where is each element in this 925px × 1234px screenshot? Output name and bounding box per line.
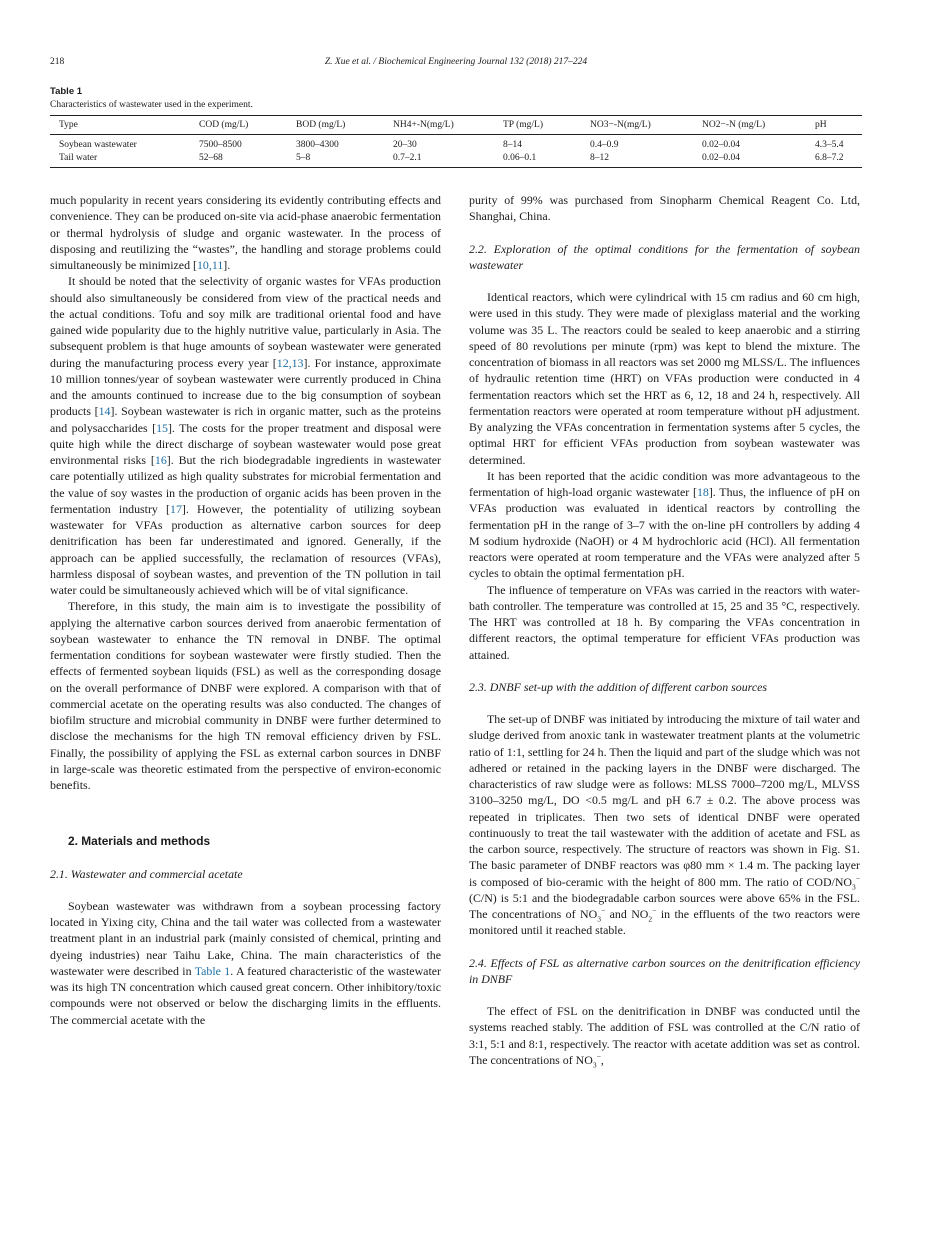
text: (C/N) is 5:1 and the biodegradable carbon sources were above 65% in the FSL. The concentrations of NO <box>469 890 860 921</box>
paragraph: Identical reactors, which were cylindrical with 15 cm radius and 60 cm high, were used in this study. They were made of plexiglass material and the working volume was 35 L. The reactors could be sealed to keep anaerobic and a stirring speed of 80 revolutions per minute (rpm) was kept to blend the mixture. The concentration of biomass in all reactors was set 2000 mg MLSS/L. The influences of hydraulic retention time (HRT) on VFAs production were conducted in 4 fermentation reactors which set the HRT as 6, 12, 18 and 24 h, respectively. All fermentation reactors were operated at room temperature without pH adjustment. By analyzing the VFAs concentration in fermentation systems after 5 cycles, the optimal HRT for efficient VFAs production from soybean wastewater was determined. <box>469 290 860 467</box>
superscript: − <box>652 906 657 916</box>
cell: 4.3–5.4 <box>815 140 844 150</box>
text: ]. But the rich biodegradable ingredients in wastewater care potentially utilized as high quality substrates for microbial fermentation and the value of soy wastes in the production of organic acids has been proven in the fermentation industry [ <box>50 453 441 516</box>
cell: 52–68 <box>199 152 296 168</box>
citation-link[interactable]: 16 <box>154 453 167 467</box>
paragraph: The influence of temperature on VFAs was carried in the reactors with water-bath controller. The temperature was controlled at 15, 25 and 35 °C, respectively. The HRT was controlled at 18 h. By comparing the VFAs concentration in different reactors, the optimal temperature for efficient VFAs production was attained. <box>469 582 860 662</box>
paragraph <box>469 711 860 939</box>
paragraph <box>469 468 860 582</box>
cell: 0.02–0.04 <box>702 140 740 150</box>
th-nh4: NH4+-N(mg/L) <box>393 116 503 135</box>
text: in the effluents of the two reactors were monitored until it reached stable. <box>469 907 860 938</box>
paragraph <box>50 273 441 598</box>
section-heading: 2. Materials and methods <box>68 834 211 849</box>
text: Soybean wastewater was withdrawn from a soybean processing factory located in Yixing city, China and the tail water was collected from a wastewater treatment plant in an industrial park (mainly consisted of chemical, printing and dyeing industries) near Taihu Lake, China. The main characteristics of the wastewater were described in <box>50 898 441 978</box>
superscript: − <box>855 873 860 883</box>
cell: 8–14 <box>503 140 522 150</box>
text: The set-up of DNBF was initiated by introducing the mixture of tail water and sludge derived from anoxic tank in wastewater treatment plants at the volumetric ratio of 1:1, settling for 24 h. Then the liquid and part of the sludge which was not adhered or retained in the packing layers in the DNBF were discharged. The characteristics of raw sludge were as follows: MLSS 7000–7200 mg/L, MLVSS 3100–3250 mg/L, DO <0.5 mg/L and pH 6.7 ± 0.2. The above process was repeated in triplicates. Then two sets of identical DNBF were operated continuously to treat the tail wastewater with the addition of acetate and FSL as the carbon source, respectively. The structure of reactors was shown in Fig. S1. The basic parameter of DNBF reactors was φ80 mm × 1.4 m. The packing layer is composed of bio-ceramic with the height of 800 mm. The ratio of COD/NO <box>469 712 860 889</box>
running-header <box>50 57 862 71</box>
th-type: Type <box>50 116 199 135</box>
citation-link[interactable]: 15 <box>156 420 168 435</box>
text: ]. <box>223 258 231 272</box>
subsection-heading: 2.4. Effects of FSL as alternative carbon sources on the denitrification efficiency in DNBF <box>469 955 860 986</box>
cell: 5–8 <box>296 152 393 168</box>
th-ph: pH <box>815 116 862 135</box>
superscript: − <box>596 1051 601 1061</box>
subscript: 2 <box>648 914 653 924</box>
text: It has been reported that the acidic condition was more advantageous to the fermentation of high-load organic wastewater [ <box>469 468 860 499</box>
superscript: − <box>600 906 606 916</box>
th-no2: NO2−-N (mg/L) <box>702 116 815 135</box>
paragraph <box>50 898 441 1028</box>
cell: 20–30 <box>393 140 417 150</box>
paragraph <box>50 192 441 273</box>
text: . A featured characteristic of the wastewater was its high TN concentration which caused great concern. Other inhibitory/toxic compounds were not observed or below the discharging limits in the effluents. The commercial acetate with the <box>50 963 441 1027</box>
cell: 0.06–0.1 <box>503 152 590 168</box>
subsection-heading: 2.3. DNBF set-up with the addition of different carbon sources <box>469 679 768 694</box>
table-header-row <box>50 116 862 135</box>
table-row <box>50 152 862 168</box>
paragraph <box>469 1003 860 1068</box>
paragraph: Therefore, in this study, the main aim is to investigate the possibility of applying the alternative carbon sources derived from anaerobic fermentation of soybean wastewater to enhance the TN removal in DNBF. The optimal fermentation conditions for soybean wastewater were firstly studied. Then the effects of fermented soybean liquids (FSL) as well as the corresponding dosage on the overall performance of DNBF were explored. A comparison with that of commercial acetate on the operating results was also conducted. The changes of biofilm structure and microbial community in DNBF were further determined to disclose the mechanisms for the high TN removal efficiency driven by FSL. Finally, the possibility of applying the FSL as external carbon sources in DNBF in large-scale was theoretic estimated from the perspective of environ-economic benefits. <box>50 599 441 792</box>
text: It should be noted that the selectivity of organic wastes for VFAs production should also simultaneously be considered from view of the practical needs and the actual conditions. Tofu and soy milk are traditional oriental food and have gained wide popularity due to the highly nutritive value, particularly in Asia. The subsequent problem is that huge amounts of soybean wastewater were generated during the manufacturing process every year [ <box>50 274 441 370</box>
cell: 7500–8500 <box>199 140 242 150</box>
text: much popularity in recent years considering its evidently contributing effects and convenience. They can be produced on-site via acid-phase anaerobic fermentation or thermal hydrolysis of sludge and organic wastewater. In the process of disposing and reutilizing the “wastes”, the handling and storage problems could simultaneously be minimized [ <box>50 193 441 272</box>
cell: 0.7–2.1 <box>393 152 503 168</box>
text: ]. For instance, approximate 10 million tonnes/year of soybean wastewater were currently produced in China and the amounts continued to increase due to the big consumption of soybean products [ <box>50 355 441 419</box>
citation-link[interactable]: 17 <box>170 501 182 516</box>
text: and NO <box>605 907 649 921</box>
wastewater-table <box>50 115 862 168</box>
text: , <box>600 1052 604 1067</box>
right-column <box>469 192 860 1068</box>
citation-link[interactable]: 12,13 <box>276 355 304 370</box>
cell: 6.8–7.2 <box>815 152 862 168</box>
th-tp: TP (mg/L) <box>503 116 590 135</box>
citation-link[interactable]: 18 <box>696 485 709 499</box>
table-caption <box>50 86 253 111</box>
cell: 0.4–0.9 <box>590 140 619 150</box>
cell: 3800–4300 <box>296 140 339 150</box>
th-bod: BOD (mg/L) <box>296 116 393 135</box>
left-column <box>50 192 441 1028</box>
subscript: 3 <box>597 914 601 924</box>
subsection-heading: 2.1. Wastewater and commercial acetate <box>50 866 243 881</box>
subsection-heading: 2.2. Exploration of the optimal conditions for the fermentation of soybean wastewater <box>469 241 860 272</box>
table-link[interactable]: Table 1 <box>194 963 231 978</box>
citation-link[interactable]: 14 <box>98 404 111 419</box>
text: ]. However, the potentiality of utilizing soybean wastewater for VFAs production as alternative carbon sources for deep denitrification has been far underestimated and ignored. Generally, if the approach can be applied successfully, the reclamation of resources (VFAs), harmless disposal of soybean wastes, and prevention of the TN pollution in tail water could be simultaneously achieved which will be of vital significance. <box>50 501 441 597</box>
text: ]. The costs for the proper treatment and disposal were quite high while the direct discharge of soybean wastewater would pose great environmental risks [ <box>50 420 441 467</box>
subscript: 3 <box>592 1060 597 1070</box>
cell: 8–12 <box>590 152 702 168</box>
journal-citation: Z. Xue et al. / Biochemical Engineering Journal 132 (2018) 217–224 <box>324 57 588 67</box>
page-number: 218 <box>50 57 65 67</box>
paragraph: purity of 99% was purchased from Sinopharm Chemical Reagent Co. Ltd, Shanghai, China. <box>469 193 860 224</box>
text: ]. Soybean wastewater is rich in organic matter, such as the proteins and polysaccharides [ <box>50 404 441 435</box>
subscript: 3 <box>852 881 856 891</box>
paper-page <box>50 0 862 1234</box>
th-cod: COD (mg/L) <box>199 116 296 135</box>
text: ]. Thus, the influence of pH on VFAs production was evaluated in identical reactors by controlling the fermentation pH in the range of 3–7 with the on-line pH controllers by adding 4 M sodium hydroxide (NaOH) or 4 M hydrochloric acid (HCl). All fermentation reactors were operated at room temperature and the VFAs were analyzed after 5 cycles to obtain the optimal fermentation pH. <box>469 485 860 581</box>
text: The effect of FSL on the denitrification in DNBF was conducted until the systems reached stably. The addition of FSL was controlled at the C/N ratio of 3:1, 5:1 and 8:1, respectively. The reactor with acetate addition was set as control. The concentrations of NO <box>469 1004 860 1067</box>
cell: Tail water <box>50 152 199 168</box>
table-row <box>50 135 862 152</box>
cell: 0.02–0.04 <box>702 152 815 168</box>
table-caption-text: Characteristics of wastewater used in the experiment. <box>50 99 253 110</box>
citation-link[interactable]: 10,11 <box>196 258 224 272</box>
cell: Soybean wastewater <box>59 140 137 150</box>
th-no3: NO3−-N(mg/L) <box>590 116 702 135</box>
table-label: Table 1 <box>50 86 83 97</box>
